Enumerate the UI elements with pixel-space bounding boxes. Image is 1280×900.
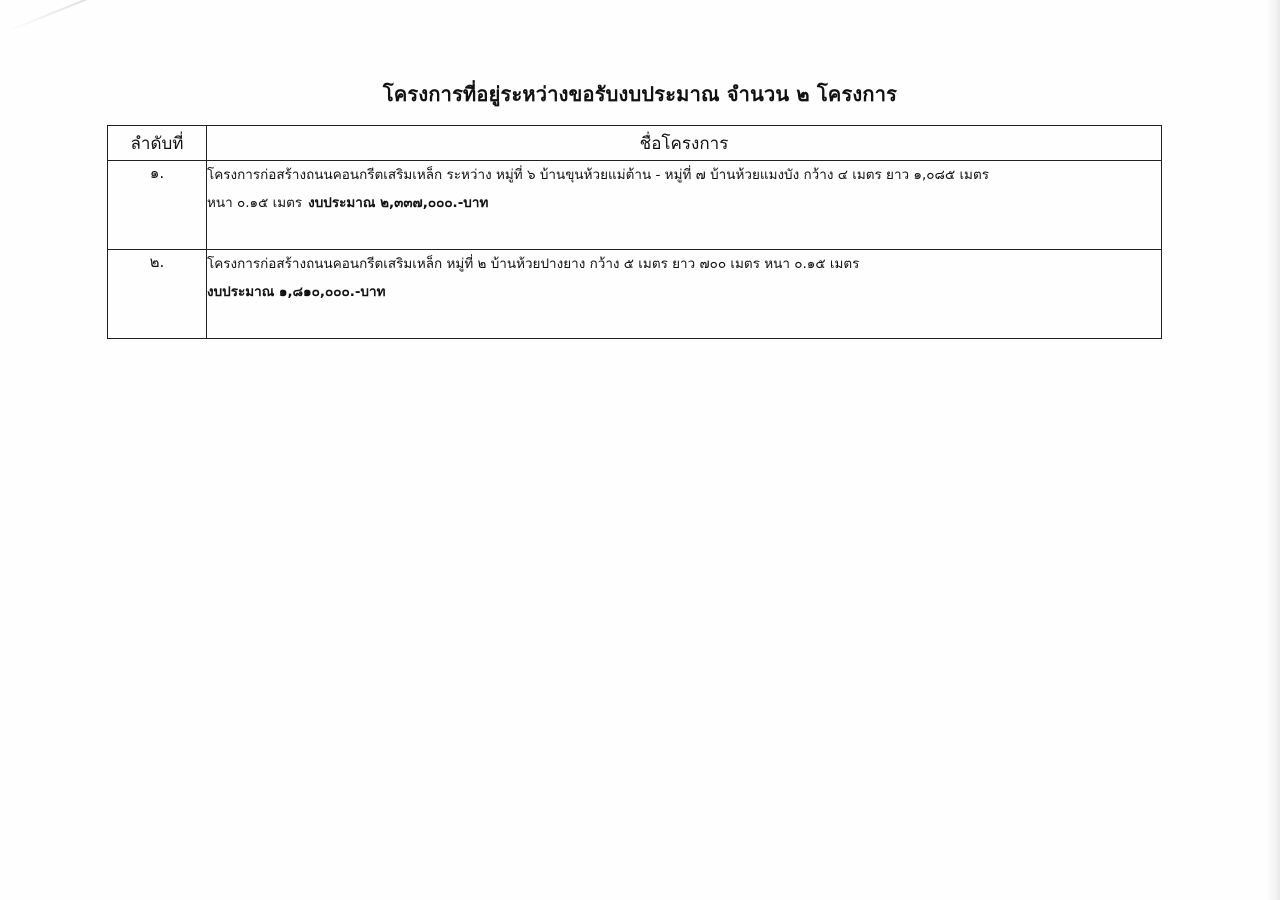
project-budget: งบประมาณ ๒,๓๓๗,๐๐๐.-บาท bbox=[308, 195, 489, 211]
header-order: ลำดับที่ bbox=[108, 126, 207, 161]
project-thickness: หนา ๐.๑๕ เมตร bbox=[207, 195, 303, 211]
project-description bbox=[207, 161, 1162, 250]
project-line-2 bbox=[207, 278, 1161, 306]
project-line-1: โครงการก่อสร้างถนนคอนกรีตเสริมเหล็ก ระหว่าง หมู่ที่ ๖ บ้านขุนห้วยแม่ต้าน - หมู่ที่ ๗ บ้านห้วยแมงบัง กว้าง ๔ เมตร ยาว ๑,๐๘๕ เมตร bbox=[207, 167, 989, 183]
projects-table bbox=[107, 125, 1162, 339]
scan-artifact-streak bbox=[8, 0, 185, 32]
project-budget: งบประมาณ ๑,๘๑๐,๐๐๐.-บาท bbox=[207, 284, 386, 300]
table-row bbox=[108, 250, 1162, 339]
row-order-number: ๑. bbox=[108, 161, 207, 250]
table-row bbox=[108, 161, 1162, 250]
table-header-row bbox=[108, 126, 1162, 161]
scan-page-edge bbox=[1266, 0, 1280, 900]
header-project-name: ชื่อโครงการ bbox=[207, 126, 1162, 161]
project-line-1: โครงการก่อสร้างถนนคอนกรีตเสริมเหล็ก หมู่ที่ ๒ บ้านห้วยปางยาง กว้าง ๕ เมตร ยาว ๗๐๐ เมตร หนา ๐.๑๕ เมตร bbox=[207, 256, 860, 272]
project-description bbox=[207, 250, 1162, 339]
project-line-2 bbox=[207, 189, 1161, 217]
row-order-number: ๒. bbox=[108, 250, 207, 339]
document-title: โครงการที่อยู่ระหว่างขอรับงบประมาณ จำนวน ๒ โครงการ bbox=[382, 82, 898, 106]
